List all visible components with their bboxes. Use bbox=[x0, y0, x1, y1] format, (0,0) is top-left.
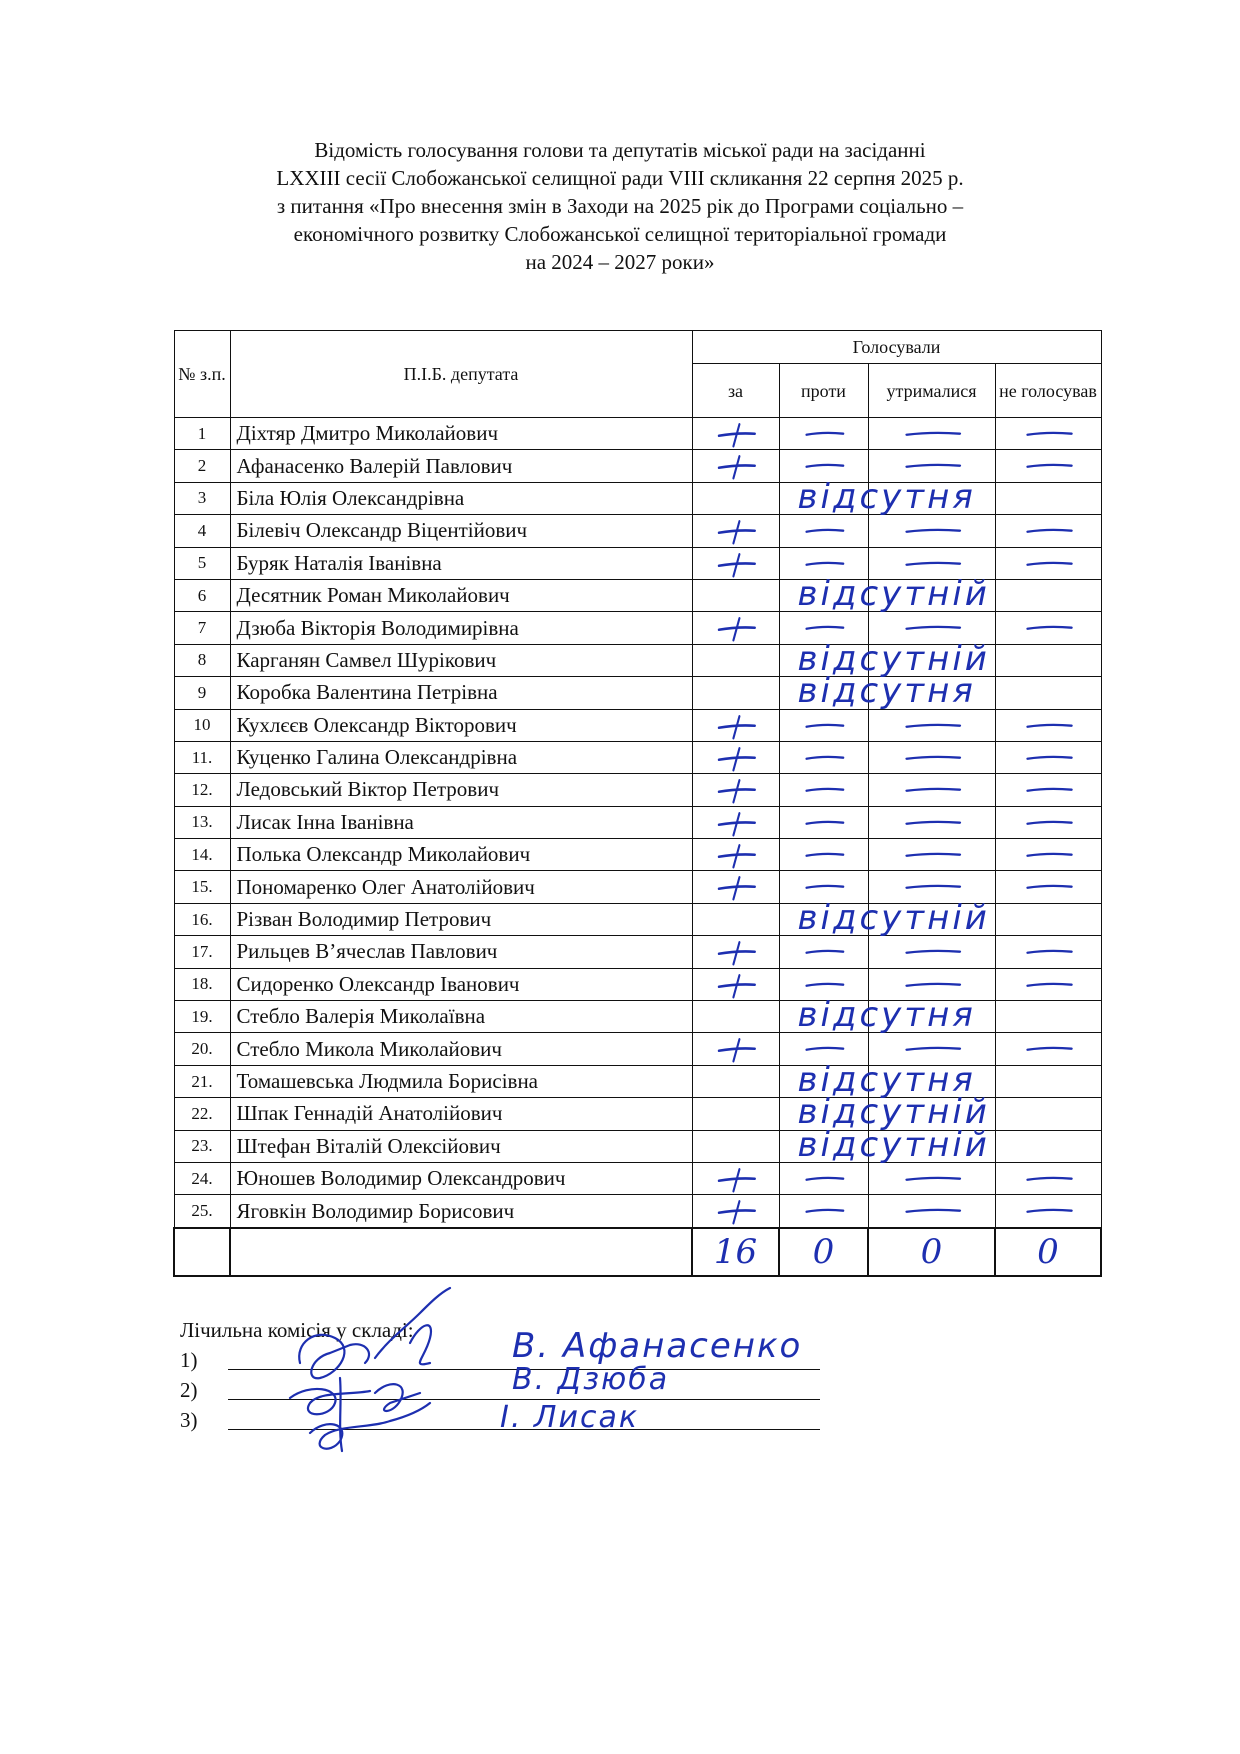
row-number: 21. bbox=[174, 1065, 230, 1097]
vote-for-cell bbox=[692, 774, 779, 806]
vote-against-cell bbox=[779, 1162, 868, 1194]
dash-mark bbox=[869, 839, 995, 870]
vote-not-voted-cell bbox=[995, 482, 1101, 514]
vote-not-voted-cell bbox=[995, 741, 1101, 773]
table-row bbox=[174, 1001, 1101, 1033]
vote-abstained-cell bbox=[868, 1033, 995, 1065]
vote-against-cell bbox=[779, 1059, 976, 1100]
table-row bbox=[174, 677, 1101, 709]
dash-mark bbox=[869, 548, 995, 579]
vote-not-voted-cell bbox=[995, 677, 1101, 709]
vote-not-voted-cell bbox=[995, 936, 1101, 968]
dash-mark bbox=[780, 418, 868, 449]
plus-mark bbox=[693, 1163, 779, 1194]
dash-mark bbox=[780, 612, 868, 643]
row-number: 10 bbox=[174, 709, 230, 741]
vote-abstained-cell bbox=[868, 968, 995, 1000]
plus-mark bbox=[693, 1033, 779, 1064]
table-row bbox=[174, 1162, 1101, 1194]
deputy-name: Стебло Валерія Миколаївна bbox=[230, 1001, 692, 1033]
vote-against-cell bbox=[779, 741, 868, 773]
row-number: 13. bbox=[174, 806, 230, 838]
dash-mark bbox=[780, 839, 868, 870]
deputy-name: Біла Юлія Олександрівна bbox=[230, 482, 692, 514]
header-for: за bbox=[692, 364, 779, 418]
vote-for-cell bbox=[692, 741, 779, 773]
table-row bbox=[174, 579, 1101, 611]
dash-mark bbox=[780, 1195, 868, 1226]
row-number: 6 bbox=[174, 579, 230, 611]
plus-mark bbox=[693, 807, 779, 838]
commission-num: 3) bbox=[180, 1408, 198, 1432]
dash-mark bbox=[780, 515, 868, 546]
dash-mark bbox=[780, 774, 868, 805]
deputy-name: Томашевська Людмила Борисівна bbox=[230, 1065, 692, 1097]
plus-mark bbox=[693, 612, 779, 643]
vote-against-cell bbox=[779, 547, 868, 579]
vote-against-cell bbox=[779, 936, 868, 968]
vote-against-cell bbox=[779, 806, 868, 838]
vote-against-cell bbox=[779, 515, 868, 547]
vote-against-cell bbox=[779, 418, 868, 450]
dash-mark bbox=[869, 936, 995, 967]
dash-mark bbox=[869, 515, 995, 546]
vote-against-cell bbox=[779, 476, 976, 517]
table-row bbox=[174, 741, 1101, 773]
vote-for-cell bbox=[692, 1033, 779, 1065]
dash-mark bbox=[996, 612, 1101, 643]
vote-abstained-cell bbox=[868, 482, 995, 514]
table-row bbox=[174, 774, 1101, 806]
vote-not-voted-cell bbox=[995, 1162, 1101, 1194]
vote-against-cell bbox=[779, 774, 868, 806]
total-against bbox=[779, 1228, 868, 1276]
deputy-name: Карганян Самвел Шурікович bbox=[230, 644, 692, 676]
vote-abstained-cell bbox=[868, 418, 995, 450]
deputy-name: Стебло Микола Миколайович bbox=[230, 1033, 692, 1065]
vote-for-cell bbox=[692, 1195, 779, 1228]
vote-for-cell bbox=[692, 1130, 779, 1162]
deputy-name: Юношев Володимир Олександрович bbox=[230, 1162, 692, 1194]
dash-mark bbox=[780, 807, 868, 838]
row-number: 23. bbox=[174, 1130, 230, 1162]
table-row bbox=[174, 547, 1101, 579]
commission-label: Лічильна комісія у складі: bbox=[180, 1318, 414, 1342]
deputy-name: Різван Володимир Петрович bbox=[230, 903, 692, 935]
vote-not-voted-cell bbox=[995, 774, 1101, 806]
vote-not-voted-cell bbox=[995, 1065, 1101, 1097]
row-number: 5 bbox=[174, 547, 230, 579]
vote-against-cell bbox=[779, 450, 868, 482]
vote-for-cell bbox=[692, 547, 779, 579]
dash-mark bbox=[996, 418, 1101, 449]
dash-mark bbox=[996, 1033, 1101, 1064]
vote-not-voted-cell bbox=[995, 1033, 1101, 1065]
dash-mark bbox=[780, 710, 868, 741]
vote-abstained-cell bbox=[868, 806, 995, 838]
vote-against-cell bbox=[779, 871, 868, 903]
header-not-voted: не голосував bbox=[995, 364, 1101, 418]
vote-abstained-cell bbox=[868, 839, 995, 871]
dash-mark bbox=[996, 742, 1101, 773]
dash-mark bbox=[780, 548, 868, 579]
row-number: 8 bbox=[174, 644, 230, 676]
vote-against-cell bbox=[779, 671, 976, 712]
vote-not-voted-cell bbox=[995, 839, 1101, 871]
dash-mark bbox=[869, 1163, 995, 1194]
dash-mark bbox=[996, 1163, 1101, 1194]
dash-mark bbox=[869, 774, 995, 805]
table-row bbox=[174, 482, 1101, 514]
dash-mark bbox=[869, 1195, 995, 1226]
row-number: 19. bbox=[174, 1001, 230, 1033]
vote-abstained-cell bbox=[868, 644, 995, 676]
table-row bbox=[174, 806, 1101, 838]
vote-not-voted-cell bbox=[995, 450, 1101, 482]
plus-mark bbox=[693, 774, 779, 805]
dash-mark bbox=[996, 450, 1101, 481]
vote-for-cell bbox=[692, 1162, 779, 1194]
dash-mark bbox=[780, 1033, 868, 1064]
vote-not-voted-cell bbox=[995, 547, 1101, 579]
vote-not-voted-cell bbox=[995, 1130, 1101, 1162]
total-for bbox=[692, 1228, 779, 1276]
vote-abstained-cell bbox=[868, 936, 995, 968]
vote-against-cell bbox=[779, 612, 868, 644]
dash-mark bbox=[869, 969, 995, 1000]
vote-not-voted-cell bbox=[995, 806, 1101, 838]
dash-mark bbox=[996, 969, 1101, 1000]
title-line: з питання «Про внесення змін в Заходи на 2025 рік до Програми соціально – bbox=[276, 194, 964, 218]
vote-for-cell bbox=[692, 1065, 779, 1097]
deputy-name: Буряк Наталія Іванівна bbox=[230, 547, 692, 579]
vote-not-voted-cell bbox=[995, 612, 1101, 644]
dash-mark bbox=[780, 1163, 868, 1194]
total-abstained bbox=[868, 1228, 995, 1276]
title-line: LXXIII сесії Слобожанської селищної ради VIII скликання 22 серпня 2025 р. bbox=[276, 166, 964, 190]
vote-for-cell bbox=[692, 612, 779, 644]
dash-mark bbox=[996, 774, 1101, 805]
total-abstained-value: 0 bbox=[920, 1231, 943, 1272]
dash-mark bbox=[996, 807, 1101, 838]
table-row bbox=[174, 1065, 1101, 1097]
vote-abstained-cell bbox=[868, 871, 995, 903]
deputy-name: Шпак Геннадій Анатолійович bbox=[230, 1098, 692, 1130]
absent-note: відсутній bbox=[797, 573, 990, 614]
vote-against-cell bbox=[779, 1092, 990, 1133]
dash-mark bbox=[869, 450, 995, 481]
deputy-name: Штефан Віталій Олексійович bbox=[230, 1130, 692, 1162]
row-number: 25. bbox=[174, 1195, 230, 1228]
absent-note: відсутній bbox=[797, 1124, 990, 1165]
dash-mark bbox=[780, 936, 868, 967]
vote-against-cell bbox=[779, 995, 976, 1036]
deputy-name: Коробка Валентина Петрівна bbox=[230, 677, 692, 709]
row-number: 3 bbox=[174, 482, 230, 514]
commission-num: 2) bbox=[180, 1378, 198, 1402]
vote-not-voted-cell bbox=[995, 644, 1101, 676]
vote-abstained-cell bbox=[868, 579, 995, 611]
vote-against-cell bbox=[779, 573, 990, 614]
vote-abstained-cell bbox=[868, 903, 995, 935]
dash-mark bbox=[869, 710, 995, 741]
absent-note: відсутній bbox=[797, 638, 990, 679]
header-num: № з.п. bbox=[174, 331, 230, 418]
table-row bbox=[174, 709, 1101, 741]
deputy-name: Лисак Інна Іванівна bbox=[230, 806, 692, 838]
dash-mark bbox=[996, 515, 1101, 546]
vote-abstained-cell bbox=[868, 709, 995, 741]
vote-abstained-cell bbox=[868, 677, 995, 709]
table-row bbox=[174, 612, 1101, 644]
absent-note: відсутній bbox=[797, 1092, 990, 1133]
vote-against-cell bbox=[779, 839, 868, 871]
table-row bbox=[174, 1098, 1101, 1130]
table-row bbox=[174, 515, 1101, 547]
dash-mark bbox=[780, 742, 868, 773]
table-row bbox=[174, 450, 1101, 482]
deputy-name: Сидоренко Олександр Іванович bbox=[230, 968, 692, 1000]
dash-mark bbox=[780, 969, 868, 1000]
vote-for-cell bbox=[692, 806, 779, 838]
absent-note: відсутня bbox=[797, 1059, 976, 1100]
plus-mark bbox=[693, 839, 779, 870]
vote-abstained-cell bbox=[868, 1162, 995, 1194]
vote-for-cell bbox=[692, 1098, 779, 1130]
row-number: 24. bbox=[174, 1162, 230, 1194]
dash-mark bbox=[780, 450, 868, 481]
row-number: 4 bbox=[174, 515, 230, 547]
title-line: Відомість голосування голови та депутатів міської ради на засіданні bbox=[314, 138, 926, 162]
table-row bbox=[174, 968, 1101, 1000]
absent-note: відсутня bbox=[797, 476, 976, 517]
row-number: 12. bbox=[174, 774, 230, 806]
total-for-value: 16 bbox=[713, 1231, 758, 1272]
plus-mark bbox=[693, 871, 779, 902]
vote-against-cell bbox=[779, 1195, 868, 1228]
vote-abstained-cell bbox=[868, 612, 995, 644]
header-abstained: утрималися bbox=[868, 364, 995, 418]
row-number: 22. bbox=[174, 1098, 230, 1130]
table-row bbox=[174, 644, 1101, 676]
vote-abstained-cell bbox=[868, 515, 995, 547]
vote-abstained-cell bbox=[868, 1065, 995, 1097]
plus-mark bbox=[693, 450, 779, 481]
deputy-name: Рильцев В’ячеслав Павлович bbox=[230, 936, 692, 968]
deputy-name: Діхтяр Дмитро Миколайович bbox=[230, 418, 692, 450]
vote-against-cell bbox=[779, 968, 868, 1000]
absent-note: відсутній bbox=[797, 897, 990, 938]
vote-not-voted-cell bbox=[995, 515, 1101, 547]
vote-abstained-cell bbox=[868, 774, 995, 806]
vote-abstained-cell bbox=[868, 1001, 995, 1033]
vote-not-voted-cell bbox=[995, 968, 1101, 1000]
dash-mark bbox=[996, 1195, 1101, 1226]
commission-member-name: В. Дзюба bbox=[512, 1362, 670, 1397]
dash-mark bbox=[869, 418, 995, 449]
table-row bbox=[174, 1130, 1101, 1162]
plus-mark bbox=[693, 548, 779, 579]
dash-mark bbox=[996, 871, 1101, 902]
vote-for-cell bbox=[692, 1001, 779, 1033]
total-against-value: 0 bbox=[812, 1231, 835, 1272]
absent-note: відсутня bbox=[797, 671, 976, 712]
vote-for-cell bbox=[692, 903, 779, 935]
voting-table bbox=[173, 330, 1102, 1277]
row-number: 20. bbox=[174, 1033, 230, 1065]
table-row bbox=[174, 936, 1101, 968]
deputy-name: Пономаренко Олег Анатолійович bbox=[230, 871, 692, 903]
dash-mark bbox=[869, 871, 995, 902]
vote-not-voted-cell bbox=[995, 709, 1101, 741]
vote-for-cell bbox=[692, 677, 779, 709]
row-number: 11. bbox=[174, 741, 230, 773]
plus-mark bbox=[693, 742, 779, 773]
commission-num: 1) bbox=[180, 1348, 198, 1372]
absent-note: відсутня bbox=[797, 995, 976, 1036]
vote-abstained-cell bbox=[868, 547, 995, 579]
vote-abstained-cell bbox=[868, 1130, 995, 1162]
vote-not-voted-cell bbox=[995, 1195, 1101, 1228]
vote-for-cell bbox=[692, 709, 779, 741]
deputy-name: Дзюба Вікторія Володимирівна bbox=[230, 612, 692, 644]
dash-mark bbox=[869, 742, 995, 773]
dash-mark bbox=[780, 871, 868, 902]
vote-not-voted-cell bbox=[995, 579, 1101, 611]
total-not-voted-value: 0 bbox=[1037, 1231, 1059, 1272]
header-voted: Голосували bbox=[692, 331, 1101, 364]
handwritten-signatures bbox=[280, 1283, 510, 1458]
plus-mark bbox=[693, 710, 779, 741]
dash-mark bbox=[996, 936, 1101, 967]
row-number: 17. bbox=[174, 936, 230, 968]
dash-mark bbox=[996, 548, 1101, 579]
plus-mark bbox=[693, 418, 779, 449]
vote-not-voted-cell bbox=[995, 871, 1101, 903]
dash-mark bbox=[869, 612, 995, 643]
table-row bbox=[174, 418, 1101, 450]
plus-mark bbox=[693, 969, 779, 1000]
deputy-name: Куценко Галина Олександрівна bbox=[230, 741, 692, 773]
row-number: 7 bbox=[174, 612, 230, 644]
row-number: 15. bbox=[174, 871, 230, 903]
header-name: П.І.Б. депутата bbox=[230, 331, 692, 418]
vote-abstained-cell bbox=[868, 741, 995, 773]
vote-against-cell bbox=[779, 1033, 868, 1065]
vote-abstained-cell bbox=[868, 1195, 995, 1228]
header-against: проти bbox=[779, 364, 868, 418]
dash-mark bbox=[869, 1033, 995, 1064]
vote-for-cell bbox=[692, 418, 779, 450]
row-number: 9 bbox=[174, 677, 230, 709]
deputy-name: Ледовський Віктор Петрович bbox=[230, 774, 692, 806]
totals-empty bbox=[230, 1228, 692, 1276]
vote-for-cell bbox=[692, 450, 779, 482]
vote-not-voted-cell bbox=[995, 1001, 1101, 1033]
table-row bbox=[174, 903, 1101, 935]
vote-against-cell bbox=[779, 897, 990, 938]
vote-for-cell bbox=[692, 515, 779, 547]
vote-abstained-cell bbox=[868, 1098, 995, 1130]
total-not-voted bbox=[995, 1228, 1101, 1276]
plus-mark bbox=[693, 1195, 779, 1226]
vote-against-cell bbox=[779, 1124, 990, 1165]
vote-against-cell bbox=[779, 709, 868, 741]
commission-member-name: І. Лисак bbox=[500, 1400, 639, 1435]
row-number: 16. bbox=[174, 903, 230, 935]
vote-abstained-cell bbox=[868, 450, 995, 482]
plus-mark bbox=[693, 936, 779, 967]
deputy-name: Афанасенко Валерій Павлович bbox=[230, 450, 692, 482]
row-number: 1 bbox=[174, 418, 230, 450]
totals-empty bbox=[174, 1228, 230, 1276]
table-row bbox=[174, 839, 1101, 871]
row-number: 14. bbox=[174, 839, 230, 871]
row-number: 2 bbox=[174, 450, 230, 482]
deputy-name: Полька Олександр Миколайович bbox=[230, 839, 692, 871]
vote-against-cell bbox=[779, 638, 990, 679]
vote-for-cell bbox=[692, 968, 779, 1000]
deputy-name: Кухлєєв Олександр Вікторович bbox=[230, 709, 692, 741]
vote-for-cell bbox=[692, 644, 779, 676]
title-line: на 2024 – 2027 роки» bbox=[525, 250, 715, 274]
dash-mark bbox=[869, 807, 995, 838]
vote-for-cell bbox=[692, 839, 779, 871]
plus-mark bbox=[693, 515, 779, 546]
dash-mark bbox=[996, 710, 1101, 741]
document-title bbox=[180, 136, 1060, 276]
deputy-name: Десятник Роман Миколайович bbox=[230, 579, 692, 611]
vote-for-cell bbox=[692, 871, 779, 903]
vote-not-voted-cell bbox=[995, 418, 1101, 450]
vote-for-cell bbox=[692, 936, 779, 968]
dash-mark bbox=[996, 839, 1101, 870]
table-row bbox=[174, 871, 1101, 903]
table-row bbox=[174, 1033, 1101, 1065]
row-number: 18. bbox=[174, 968, 230, 1000]
vote-for-cell bbox=[692, 482, 779, 514]
commission-member-name: В. Афанасенко bbox=[512, 1326, 803, 1366]
vote-for-cell bbox=[692, 579, 779, 611]
totals-row bbox=[174, 1228, 1101, 1276]
deputy-name: Яговкін Володимир Борисович bbox=[230, 1195, 692, 1228]
deputy-name: Білевіч Олександр Віцентійович bbox=[230, 515, 692, 547]
title-line: економічного розвитку Слобожанської селищної територіальної громади bbox=[293, 222, 947, 246]
vote-not-voted-cell bbox=[995, 903, 1101, 935]
vote-not-voted-cell bbox=[995, 1098, 1101, 1130]
table-row bbox=[174, 1195, 1101, 1228]
